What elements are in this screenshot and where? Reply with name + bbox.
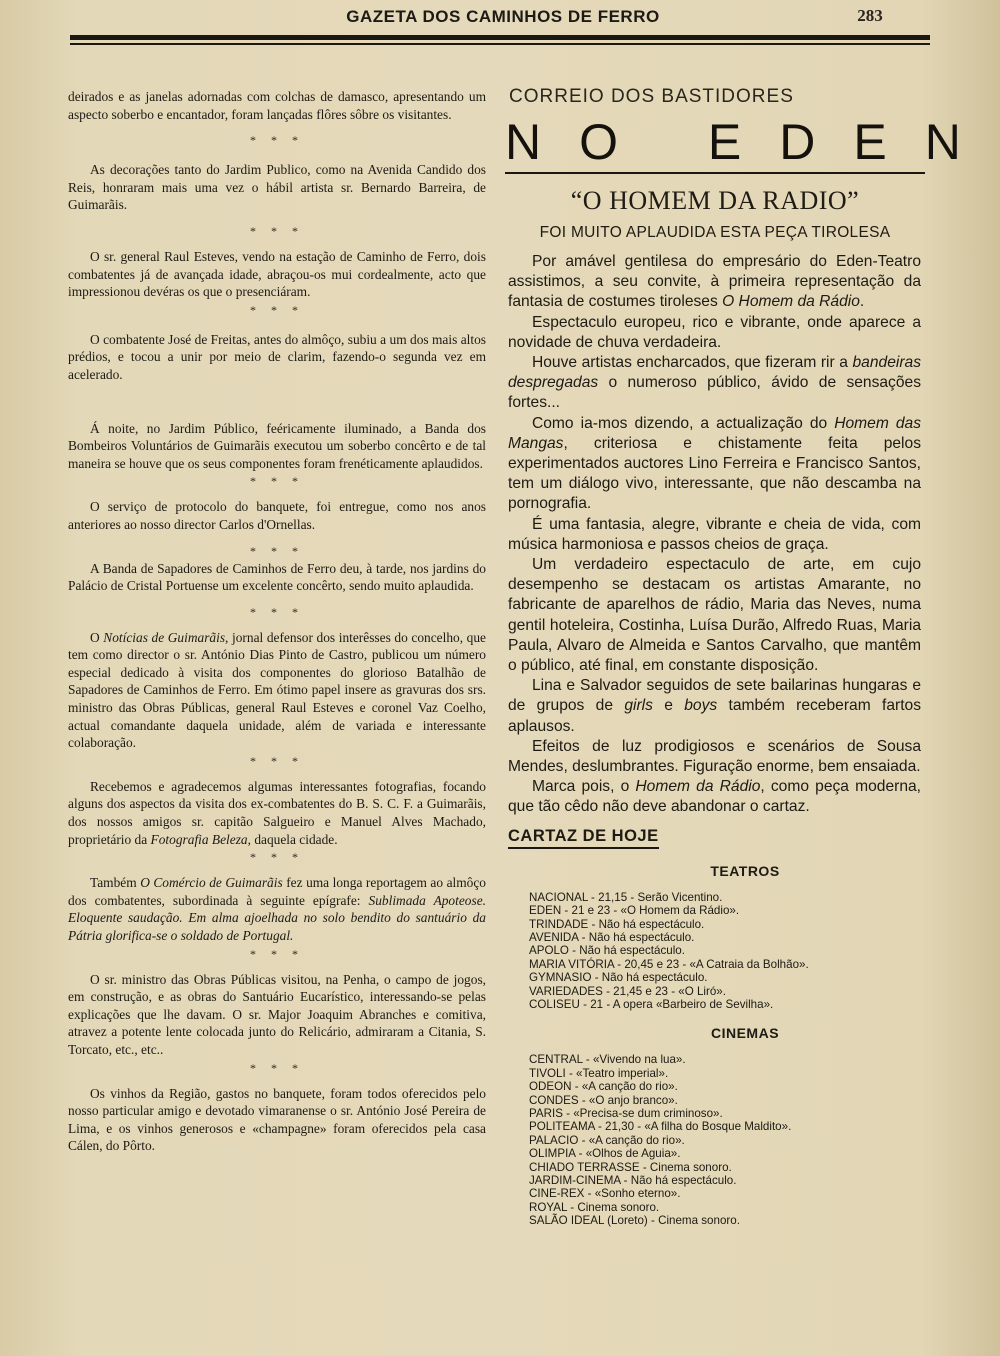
masthead-title: GAZETA DOS CAMINHOS DE FERRO — [346, 7, 660, 26]
cinemas-list — [529, 1053, 925, 1227]
paragraph: O sr. general Raul Esteves, vendo na estação de Caminho de Ferro, dois combatentes já de avançada idade, abraçou-os mui cordealmente, acto que impressionou devéras os que o presenciáram. — [68, 248, 486, 300]
listing-item: GYMNASIO - Não há espectáculo. — [529, 971, 708, 985]
separator-stars: * * * — [250, 223, 304, 238]
listing-item: TRINDADE - Não há espectáculo. — [529, 917, 705, 931]
listing-item: CONDES - «O anjo branco». — [529, 1093, 678, 1107]
paragraph: deirados e as janelas adornadas com colchas de damasco, apresentando um aspecto soberbo e encantador, foram lançadas flôres sôbre os visitantes. — [68, 89, 486, 122]
separator-stars: * * * — [250, 1060, 304, 1075]
listing-item: ROYAL - Cinema sonoro. — [529, 1200, 660, 1214]
article-paragraph: Efeitos de luz prodigiosos e scenários de Sousa Mendes, deslumbrantes. Figuração enorme, bem ensaiada. — [508, 737, 921, 776]
separator-stars: * * * — [250, 946, 304, 961]
article-paragraph: Marca pois, o Homem da Rádio, como peça moderna, que tão cêdo não deve abandonar o cartaz. — [508, 778, 922, 816]
separator-stars: * * * — [250, 474, 304, 489]
article-paragraph: Houve artistas encharcados, que fizeram rir a bandeiras despregadas o numeroso público, ávido de sensações fortes... — [508, 354, 921, 412]
listing-item: JARDIM-CINEMA - Não há espectáculo. — [529, 1174, 737, 1187]
listing-item: VARIEDADES - 21,45 e 23 - «O Liró». — [529, 984, 726, 998]
listing-item: MARIA VITÓRIA - 20,45 e 23 - «A Catraia da Bolhão». — [529, 957, 809, 971]
paragraph: Á noite, no Jardim Público, feéricamente iluminado, a Banda dos Bombeiros Voluntários de Guimarãis executou um soberbo concêrto e de tal maneira se houve que os seus componentes foram frenéticamente aplaudidos. — [68, 420, 486, 471]
separator-stars: * * * — [250, 604, 304, 619]
separator-stars: * * * — [250, 133, 304, 148]
paragraph-fotografias: Recebemos e agradecemos algumas interessantes fotografias, focando alguns dos aspectos da visita dos ex-combatentes do B. S. C. F. a Guimarãis, dos nossos amigos sr. capitão Salgueiro e Manuel Alves Machado, proprietário da Fotografia Beleza, daquela cidade. — [68, 778, 486, 847]
paragraph: O sr. ministro das Obras Públicas visitou, na Penha, o campo de jogos, em construção, e as obras do Santuário Eucarístico, interessando-se pelas explicações que lhe davam. O sr. Major Joaquim Abranches e comitiva, atravez a potente lente colocada junto do Relicário, admiraram a Citania, S. Torcato, etc., etc.. — [68, 971, 486, 1057]
teatros-title: TEATROS — [710, 862, 780, 879]
paragraph: O serviço de protocolo do banquete, foi entregue, como nos anos anteriores ao nosso director Carlos d'Ornellas. — [68, 499, 486, 532]
header-rule-thin — [70, 43, 930, 45]
listing-item: OLIMPIA - «Olhos de Aguia». — [529, 1147, 681, 1161]
listing-item: SALÃO IDEAL (Loreto) - Cinema sonoro. — [529, 1214, 740, 1228]
listing-item: PARIS - «Precisa-se dum criminoso». — [529, 1106, 723, 1120]
article-paragraph: Espectaculo europeu, rico e vibrante, onde aparece a novidade de chuva verdadeira. — [508, 313, 921, 351]
paragraph-noticias: O Notícias de Guimarãis, jornal defensor dos interêsses do concelho, que tem como director o sr. António Dias Pinto de Castro, publicou um número especial dedicado à visita dos componentes do glorioso Batalhão de Sapadores de Caminhos de Ferro. Em ótimo papel insere as gravuras dos srs. ministro das Obras Públicas, general Raul Esteves e coronel Vaz Coelho, actual comandante daquela unidade, além de variada e interessante colaboração. — [68, 629, 486, 751]
article-paragraph: Como ia-mos dizendo, a actualização do Homem das Mangas, criteriosa e chistamente feita pelos experimentados auctores Lino Ferreira e Francisco Santos, tem um diálogo vivo, interessante, que não descamba na pornografia. — [508, 414, 921, 513]
headline-rule — [505, 172, 925, 174]
cartaz-title: CARTAZ DE HOJE — [508, 827, 659, 849]
listing-item: POLITEAMA - 21,30 - «A filha do Bosque Maldito». — [529, 1120, 792, 1134]
article-paragraph: Um verdadeiro espectaculo de arte, em cujo desempenho se destacam os artistas Amarante, no fabricante de aparelhos de rádio, Maria das Neves, numa gentil hoteleira, Costinha, Luísa Durão, Alfredo Ruas, Maria Paula, Alvaro de Almeida e Santos Carvalho, que mantêm o público, até final, em constante disposição. — [508, 556, 921, 675]
cinemas-title: CINEMAS — [710, 1025, 780, 1042]
listing-item: NACIONAL - 21,15 - Serão Vicentino. — [529, 890, 723, 904]
listing-item: TIVOLI - «Teatro imperial». — [529, 1066, 669, 1080]
section-kicker: CORREIO DOS BASTIDORES — [509, 86, 794, 107]
listing-item: ODEON - «A canção do rio». — [529, 1080, 678, 1094]
listing-item: COLISEU - 21 - A opera «Barbeiro de Sevilha». — [529, 997, 774, 1011]
article-paragraph: Lina e Salvador seguidos de sete bailarinas hungaras e de grupos de girls e boys também receberam fartos aplausos. — [508, 677, 921, 735]
paragraph: O combatente José de Freitas, antes do almôço, subiu a um dos mais altos prédios, e tocou a unir por meio de clarim, fazendo-o segunda vez em acelerado. — [68, 331, 486, 382]
left-column — [68, 88, 486, 1155]
paragraph: As decorações tanto do Jardim Publico, como na Avenida Candido dos Reis, honraram mais uma vez o hábil artista sr. Bernardo Barreira, de Guimarãis. — [68, 162, 486, 213]
teatros-list — [529, 891, 925, 1012]
article-paragraph: Por amável gentilesa do empresário do Eden-Teatro assistimos, a seu convite, à primeira representação da fantasia de costumes tiroleses O Homem da Rádio. — [508, 253, 921, 311]
headline: NO EDEN — [505, 114, 999, 170]
article-body — [505, 252, 925, 818]
separator-stars: * * * — [250, 302, 304, 317]
listing-item: CENTRAL - «Vivendo na lua». — [529, 1053, 686, 1067]
paragraph: Os vinhos da Região, gastos no banquete, foram todos oferecidos pelo nosso particular amigo e devotado vimaranense o sr. António José Pereira de Lima, e os vinhos generosos e «champagne» foram oferecidos pela casa Cálen, do Pôrto. — [68, 1085, 486, 1154]
paragraph-comercio: Também O Comércio de Guimarãis fez uma longa reportagem ao almôço dos combatentes, subordinada à seguinte epígrafe: Sublimada Apoteose. Eloquente saudação. Em alma ajoelhada no solo bendito do santuário da Pátria glorifica-se o soldado de Portugal. — [68, 875, 486, 943]
article-paragraph: É uma fantasia, alegre, vibrante e cheia de vida, com música harmoniosa e passos cheios de graça. — [508, 515, 921, 553]
subheadline: “O HOMEM DA RADIO” — [570, 186, 860, 215]
listing-item: CINE-REX - «Sonho eterno». — [529, 1187, 681, 1201]
page-number: 283 — [857, 6, 883, 25]
separator-stars: * * * — [250, 753, 304, 768]
paragraph: A Banda de Sapadores de Caminhos de Ferro deu, à tarde, nos jardins do Palácio de Cristal Portuense um excelente concêrto, sendo muito aplaudida. — [68, 560, 486, 594]
listing-item: APOLO - Não há espectáculo. — [529, 944, 685, 958]
listing-item: AVENIDA - Não há espectáculo. — [529, 930, 695, 944]
header-rule-thick — [70, 35, 930, 40]
listing-item: CHIADO TERRASSE - Cinema sonoro. — [529, 1160, 732, 1174]
listing-item: EDEN - 21 e 23 - «O Homem da Rádio». — [529, 904, 740, 918]
separator-stars: * * * — [250, 543, 304, 558]
subheadline-secondary: FOI MUITO APLAUDIDA ESTA PEÇA TIROLESA — [539, 224, 891, 241]
separator-stars: * * * — [250, 850, 304, 865]
listing-item: PALACIO - «A canção do rio». — [529, 1133, 685, 1147]
right-column — [505, 86, 999, 1228]
